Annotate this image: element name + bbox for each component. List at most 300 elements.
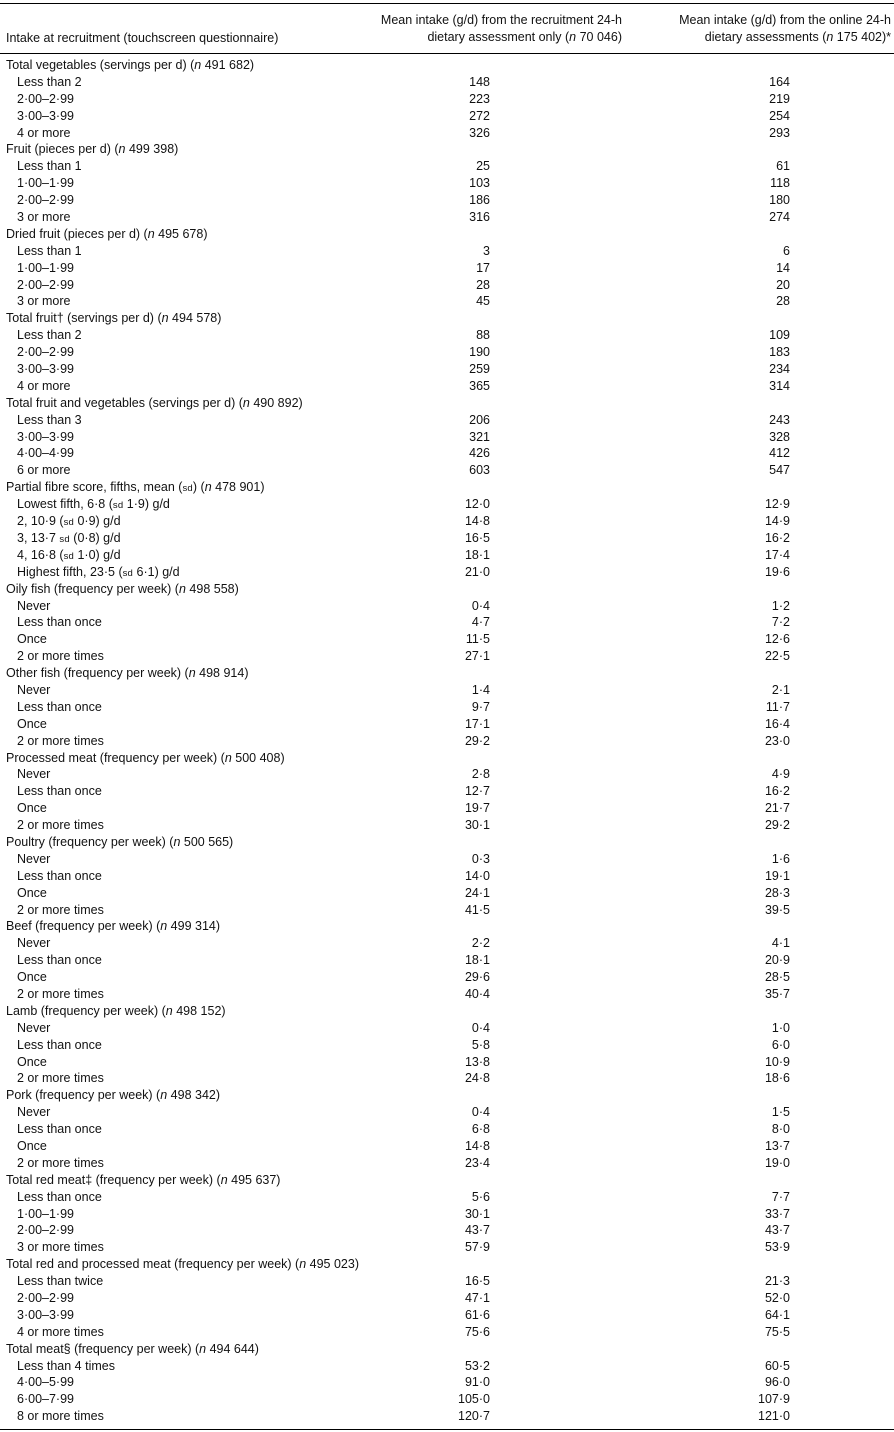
row-label: Poultry (frequency per week) (n 500 565) (6, 834, 234, 849)
recruitment-intake-value: 14·8 (464, 1139, 490, 1153)
row-label: 3 or more (17, 210, 71, 225)
row-label: 3·00–3·99 (17, 108, 74, 123)
online-intake-value: 64·1 (764, 1307, 790, 1322)
group-heading-row (0, 918, 894, 935)
recruitment-intake-value: 53·2 (464, 1358, 490, 1373)
online-intake-value: 19·6 (764, 564, 790, 579)
row-label: 4 or more (17, 378, 71, 393)
row-label: 2·00–2·99 (17, 277, 74, 292)
recruitment-intake-value: 190 (469, 345, 490, 360)
group-heading-row (0, 479, 894, 496)
online-intake-value: 1·5 (771, 1105, 790, 1120)
online-intake-value: 12·6 (764, 632, 790, 647)
recruitment-intake-value: 14·0 (464, 868, 490, 883)
online-intake-value: 21·3 (764, 1274, 790, 1289)
table-row (0, 1374, 894, 1391)
row-label: Less than 1 (17, 159, 82, 174)
recruitment-intake-value: 30·1 (464, 1206, 490, 1221)
row-label: 4, 16·8 (sd 1·0) g/d (17, 547, 121, 562)
row-label: Never (17, 936, 51, 951)
online-intake-value: 109 (769, 328, 790, 343)
group-heading-row (0, 310, 894, 327)
table-row (0, 800, 894, 817)
recruitment-intake-value: 12·7 (464, 784, 490, 799)
header-col-online: Mean intake (g/d) from the online 24-h dietary assessments (n 175 402)* (679, 13, 891, 44)
header-col-intake: Intake at recruitment (touchscreen questionnaire) (6, 31, 279, 45)
table-row (0, 1222, 894, 1239)
row-label: 2 or more times (17, 649, 104, 664)
online-intake-value: 10·9 (764, 1054, 790, 1069)
table-row (0, 293, 894, 310)
group-heading-row (0, 834, 894, 851)
recruitment-intake-value: 43·7 (464, 1223, 490, 1238)
recruitment-intake-value: 23·4 (464, 1155, 490, 1170)
recruitment-intake-value: 91·0 (464, 1375, 490, 1390)
row-label: 4·00–4·99 (17, 446, 74, 461)
group-heading-row (0, 1003, 894, 1020)
group-heading-row (0, 1256, 894, 1273)
table-row (0, 1206, 894, 1223)
table-row (0, 1307, 894, 1324)
online-intake-value: 328 (769, 429, 790, 444)
top-rule (0, 3, 894, 4)
table-row (0, 614, 894, 631)
online-intake-value: 234 (769, 362, 790, 377)
row-label: 2 or more times (17, 902, 104, 917)
row-label: Beef (frequency per week) (n 499 314) (6, 919, 221, 934)
recruitment-intake-value: 18·1 (464, 953, 490, 968)
table-row (0, 513, 894, 530)
online-intake-value: 274 (769, 210, 790, 225)
table-row (0, 158, 894, 175)
table-row (0, 74, 894, 91)
row-label: Fruit (pieces per d) (n 499 398) (6, 142, 179, 157)
online-intake-value: 6 (783, 243, 790, 258)
row-label: Never (17, 682, 51, 697)
table-row (0, 1155, 894, 1172)
recruitment-intake-value: 365 (469, 378, 490, 393)
table-row (0, 682, 894, 699)
recruitment-intake-value: 25 (476, 159, 490, 174)
online-intake-value: 7·2 (771, 615, 790, 630)
recruitment-intake-value: 186 (469, 193, 490, 208)
recruitment-intake-value: 316 (469, 210, 490, 225)
table-row (0, 277, 894, 294)
row-label: 3 or more (17, 294, 71, 309)
online-intake-value: 1·0 (771, 1020, 790, 1035)
row-label: Once (17, 716, 47, 731)
recruitment-intake-value: 4·7 (471, 615, 490, 630)
row-label: Less than once (17, 615, 102, 630)
online-intake-value: 314 (769, 378, 790, 393)
online-intake-value: 293 (769, 125, 790, 140)
row-label: Less than once (17, 699, 102, 714)
online-intake-value: 43·7 (764, 1223, 790, 1238)
table-row (0, 1104, 894, 1121)
table-row (0, 885, 894, 902)
table-row (0, 108, 894, 125)
recruitment-intake-value: 18·1 (464, 547, 490, 562)
table-row (0, 783, 894, 800)
row-label: 2·00–2·99 (17, 1223, 74, 1238)
table-row (0, 1239, 894, 1256)
online-intake-value: 21·7 (764, 801, 790, 816)
recruitment-intake-value: 2·2 (471, 936, 490, 951)
group-heading-row (0, 1172, 894, 1189)
table-row (0, 902, 894, 919)
row-label: 3·00–3·99 (17, 429, 74, 444)
recruitment-intake-value: 321 (469, 429, 490, 444)
row-label: Never (17, 1020, 51, 1035)
row-label: Once (17, 1139, 47, 1153)
row-label: Less than once (17, 868, 102, 883)
table-row (0, 1121, 894, 1138)
recruitment-intake-value: 21·0 (464, 564, 490, 579)
recruitment-intake-value: 30·1 (464, 818, 490, 833)
online-intake-value: 183 (769, 345, 790, 360)
table-row (0, 361, 894, 378)
row-label: 1·00–1·99 (17, 260, 74, 275)
online-intake-value: 52·0 (764, 1291, 790, 1306)
online-intake-value: 107·9 (758, 1392, 790, 1407)
row-label: Oily fish (frequency per week) (n 498 558) (6, 581, 239, 596)
table-row (0, 598, 894, 615)
row-label: Lamb (frequency per week) (n 498 152) (6, 1003, 226, 1018)
row-label: 4 or more (17, 125, 71, 140)
row-label: Less than 2 (17, 74, 82, 89)
row-label: Pork (frequency per week) (n 498 342) (6, 1088, 221, 1103)
recruitment-intake-value: 16·5 (464, 530, 490, 545)
row-label: 1·00–1·99 (17, 176, 74, 191)
row-label: Less than once (17, 784, 102, 799)
online-intake-value: 4·9 (771, 767, 790, 782)
table-body (0, 57, 894, 1425)
table-row (0, 1020, 894, 1037)
online-intake-value: 35·7 (764, 986, 790, 1001)
online-intake-value: 29·2 (764, 818, 790, 833)
online-intake-value: 75·5 (764, 1324, 790, 1339)
recruitment-intake-value: 24·8 (464, 1071, 490, 1086)
recruitment-intake-value: 27·1 (464, 649, 490, 664)
recruitment-intake-value: 1·4 (471, 682, 490, 697)
table-row (0, 547, 894, 564)
row-label: Processed meat (frequency per week) (n 500 408) (6, 750, 285, 765)
online-intake-value: 19·0 (764, 1155, 790, 1170)
row-label: Less than 2 (17, 328, 82, 343)
table-row (0, 1408, 894, 1425)
row-label: Less than once (17, 953, 102, 968)
row-label: Less than 1 (17, 243, 82, 258)
recruitment-intake-value: 41·5 (464, 902, 490, 917)
table-row (0, 175, 894, 192)
row-label: Never (17, 851, 51, 866)
table-row (0, 496, 894, 513)
table-row (0, 445, 894, 462)
table-row (0, 327, 894, 344)
table-row (0, 1189, 894, 1206)
recruitment-intake-value: 17·1 (464, 716, 490, 731)
online-intake-value: 219 (769, 91, 790, 106)
online-intake-value: 14·9 (764, 514, 790, 529)
recruitment-intake-value: 259 (469, 362, 490, 377)
online-intake-value: 13·7 (764, 1139, 790, 1153)
online-intake-value: 121·0 (758, 1409, 790, 1424)
online-intake-value: 28 (776, 294, 790, 309)
recruitment-intake-value: 61·6 (464, 1307, 490, 1322)
online-intake-value: 20·9 (764, 953, 790, 968)
table-row (0, 91, 894, 108)
table-row (0, 868, 894, 885)
row-label: Other fish (frequency per week) (n 498 914) (6, 666, 249, 681)
table-row (0, 733, 894, 750)
table-row (0, 986, 894, 1003)
table-row (0, 716, 894, 733)
table-row (0, 1054, 894, 1071)
recruitment-intake-value: 24·1 (464, 885, 490, 900)
online-intake-value: 243 (769, 412, 790, 427)
online-intake-value: 118 (770, 176, 790, 191)
table-row (0, 699, 894, 716)
table-row (0, 648, 894, 665)
row-label: Once (17, 885, 47, 900)
table-row (0, 631, 894, 648)
online-intake-value: 60·5 (764, 1358, 790, 1373)
recruitment-intake-value: 3 (483, 243, 490, 258)
row-label: Dried fruit (pieces per d) (n 495 678) (6, 226, 208, 241)
row-label: 2 or more times (17, 1155, 104, 1170)
table-row (0, 1070, 894, 1087)
row-label: 2·00–2·99 (17, 1291, 74, 1306)
group-heading-row (0, 581, 894, 598)
row-label: 2 or more times (17, 986, 104, 1001)
row-label: Total vegetables (servings per d) (n 491 682) (6, 58, 255, 72)
row-label: Once (17, 970, 47, 985)
table-row (0, 344, 894, 361)
table-header (0, 8, 894, 52)
row-label: Once (17, 632, 47, 647)
recruitment-intake-value: 29·2 (464, 733, 490, 748)
online-intake-value: 28·3 (764, 885, 790, 900)
group-heading-row (0, 141, 894, 158)
row-label: Never (17, 1105, 51, 1120)
table-row (0, 530, 894, 547)
recruitment-intake-value: 326 (469, 125, 490, 140)
recruitment-intake-value: 5·8 (471, 1037, 490, 1052)
table-row (0, 1138, 894, 1155)
table-row (0, 952, 894, 969)
online-intake-value: 18·6 (764, 1071, 790, 1086)
row-label: 6 or more (17, 463, 71, 478)
row-label: 3·00–3·99 (17, 1307, 74, 1322)
table-row (0, 209, 894, 226)
recruitment-intake-value: 75·6 (464, 1324, 490, 1339)
recruitment-intake-value: 28 (476, 277, 490, 292)
table-row (0, 260, 894, 277)
online-intake-value: 7·7 (771, 1189, 790, 1204)
recruitment-intake-value: 105·0 (458, 1392, 490, 1407)
online-intake-value: 8·0 (771, 1122, 790, 1137)
online-intake-value: 16·4 (764, 716, 790, 731)
recruitment-intake-value: 148 (469, 74, 490, 89)
table-row (0, 429, 894, 446)
group-heading-row (0, 750, 894, 767)
online-intake-value: 17·4 (764, 547, 790, 562)
row-label: Less than once (17, 1037, 102, 1052)
recruitment-intake-value: 29·6 (464, 970, 490, 985)
row-label: 6·00–7·99 (17, 1392, 74, 1407)
bottom-rule (0, 1429, 894, 1430)
recruitment-intake-value: 6·8 (471, 1122, 490, 1137)
row-label: 3, 13·7 sd (0·8) g/d (17, 530, 121, 545)
row-label: 2 or more times (17, 818, 104, 833)
group-heading-row (0, 665, 894, 682)
table-row (0, 766, 894, 783)
table-row (0, 1290, 894, 1307)
online-intake-value: 22·5 (764, 649, 790, 664)
recruitment-intake-value: 120·7 (458, 1409, 490, 1424)
row-label: Less than once (17, 1122, 102, 1137)
online-intake-value: 1·6 (771, 851, 790, 866)
group-heading-row (0, 1341, 894, 1358)
recruitment-intake-value: 40·4 (464, 986, 490, 1001)
row-label: 3 or more times (17, 1240, 104, 1255)
row-label: Less than 4 times (17, 1358, 115, 1373)
row-label: 4 or more times (17, 1324, 104, 1339)
online-intake-value: 33·7 (764, 1206, 790, 1221)
group-heading-row (0, 1087, 894, 1104)
header-col-recruitment: Mean intake (g/d) from the recruitment 24-h dietary assessment only (n 70 046) (380, 13, 622, 44)
table-row (0, 192, 894, 209)
row-label: Never (17, 598, 51, 613)
group-heading-row (0, 395, 894, 412)
row-label: 2, 10·9 (sd 0·9) g/d (17, 514, 121, 529)
online-intake-value: 180 (769, 193, 790, 208)
row-label: 2 or more times (17, 733, 104, 748)
online-intake-value: 547 (769, 463, 790, 478)
table-row (0, 969, 894, 986)
recruitment-intake-value: 14·8 (464, 514, 490, 529)
recruitment-intake-value: 57·9 (464, 1240, 490, 1255)
row-label: 4·00–5·99 (17, 1375, 74, 1390)
table-row (0, 817, 894, 834)
table-row (0, 1358, 894, 1375)
online-intake-value: 16·2 (764, 784, 790, 799)
recruitment-intake-value: 17 (476, 260, 490, 275)
table-row (0, 1037, 894, 1054)
online-intake-value: 254 (769, 108, 790, 123)
table-row (0, 564, 894, 581)
online-intake-value: 19·1 (764, 868, 790, 883)
table-row (0, 1324, 894, 1341)
table-row (0, 851, 894, 868)
online-intake-value: 164 (769, 74, 790, 89)
online-intake-value: 39·5 (764, 902, 790, 917)
recruitment-intake-value: 223 (469, 91, 490, 106)
recruitment-intake-value: 5·6 (471, 1189, 490, 1204)
table-row (0, 243, 894, 260)
table-row (0, 125, 894, 142)
recruitment-intake-value: 426 (469, 446, 490, 461)
online-intake-value: 61 (776, 159, 790, 174)
recruitment-intake-value: 0·4 (471, 1020, 490, 1035)
recruitment-intake-value: 13·8 (464, 1054, 490, 1069)
recruitment-intake-value: 19·7 (464, 801, 490, 816)
table-row (0, 1273, 894, 1290)
table-row (0, 462, 894, 479)
online-intake-value: 23·0 (764, 733, 790, 748)
row-label: Once (17, 1054, 47, 1069)
table-row (0, 378, 894, 395)
recruitment-intake-value: 88 (476, 328, 490, 343)
online-intake-value: 16·2 (764, 530, 790, 545)
online-intake-value: 14 (776, 260, 790, 275)
recruitment-intake-value: 45 (476, 294, 490, 309)
recruitment-intake-value: 9·7 (471, 699, 490, 714)
row-label: Less than twice (17, 1274, 104, 1289)
recruitment-intake-value: 11·5 (465, 632, 490, 647)
recruitment-intake-value: 0·4 (471, 598, 490, 613)
row-label: Total red and processed meat (frequency per week) (n 495 023) (6, 1257, 359, 1272)
row-label: Partial fibre score, fifths, mean (sd) (n 478 901) (6, 480, 265, 495)
online-intake-value: 96·0 (764, 1375, 790, 1390)
recruitment-intake-value: 16·5 (464, 1274, 490, 1289)
row-label: Less than 3 (17, 412, 82, 427)
recruitment-intake-value: 0·3 (471, 851, 490, 866)
row-label: 1·00–1·99 (17, 1206, 74, 1221)
row-label: 2 or more times (17, 1071, 104, 1086)
row-label: Total meat§ (frequency per week) (n 494 644) (6, 1341, 259, 1356)
recruitment-intake-value: 272 (469, 108, 490, 123)
header-rule (0, 53, 894, 54)
group-heading-row (0, 57, 894, 74)
table-row (0, 1391, 894, 1408)
online-intake-value: 1·2 (771, 598, 790, 613)
online-intake-value: 4·1 (771, 936, 790, 951)
online-intake-value: 11·7 (765, 699, 790, 714)
online-intake-value: 412 (769, 446, 790, 461)
table-row (0, 412, 894, 429)
recruitment-intake-value: 0·4 (471, 1105, 490, 1120)
online-intake-value: 20 (776, 277, 790, 292)
online-intake-value: 2·1 (771, 682, 790, 697)
table-row (0, 935, 894, 952)
online-intake-value: 12·9 (764, 497, 790, 512)
row-label: Less than once (17, 1189, 102, 1204)
row-label: 2·00–2·99 (17, 91, 74, 106)
row-label: Total fruit† (servings per d) (n 494 578) (6, 311, 222, 326)
row-label: 3·00–3·99 (17, 362, 74, 377)
online-intake-value: 28·5 (764, 970, 790, 985)
online-intake-value: 6·0 (771, 1037, 790, 1052)
recruitment-intake-value: 103 (469, 176, 490, 191)
recruitment-intake-value: 206 (469, 412, 490, 427)
recruitment-intake-value: 47·1 (464, 1291, 490, 1306)
online-intake-value: 53·9 (764, 1240, 790, 1255)
row-label: 2·00–2·99 (17, 345, 74, 360)
row-label: 2·00–2·99 (17, 193, 74, 208)
group-heading-row (0, 226, 894, 243)
row-label: Total fruit and vegetables (servings per d) (n 490 892) (6, 395, 303, 410)
recruitment-intake-value: 603 (469, 463, 490, 478)
row-label: Once (17, 801, 47, 816)
recruitment-intake-value: 2·8 (471, 767, 490, 782)
row-label: Total red meat‡ (frequency per week) (n 495 637) (6, 1172, 281, 1187)
recruitment-intake-value: 12·0 (464, 497, 490, 512)
row-label: Highest fifth, 23·5 (sd 6·1) g/d (17, 564, 180, 579)
row-label: Never (17, 767, 51, 782)
row-label: Lowest fifth, 6·8 (sd 1·9) g/d (17, 497, 170, 512)
row-label: 8 or more times (17, 1409, 104, 1424)
